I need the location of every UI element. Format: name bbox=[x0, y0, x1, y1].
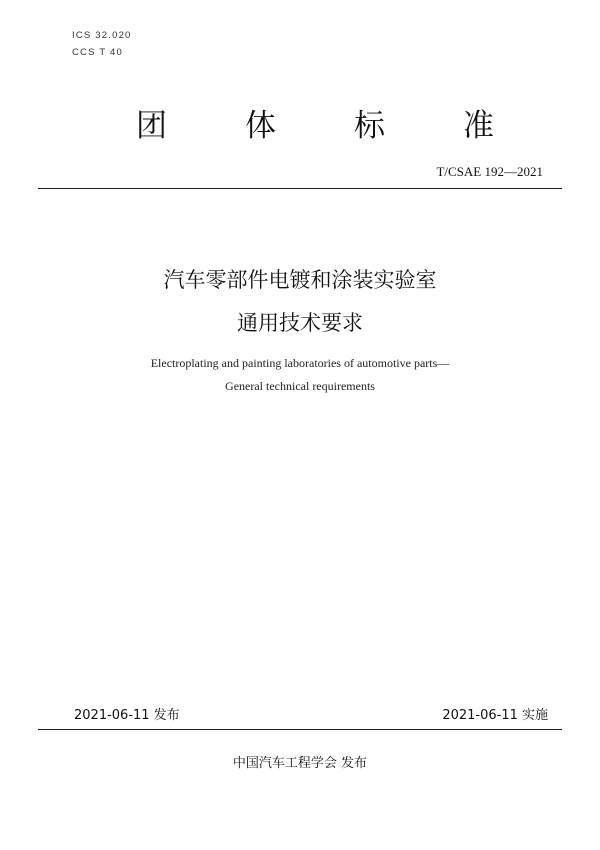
issue-date: 2021-06-11 发布 bbox=[74, 708, 180, 723]
implementation-date: 2021-06-11 实施 bbox=[442, 708, 548, 723]
english-title-line-1: Electroplating and painting laboratories of automotive parts— bbox=[150, 356, 450, 370]
banner-char: 准 bbox=[463, 108, 494, 144]
header-divider bbox=[38, 188, 562, 189]
english-title-line-2: General technical requirements bbox=[225, 379, 375, 393]
chinese-title-line-2: 通用技术要求 bbox=[237, 311, 363, 335]
footer-divider bbox=[38, 729, 562, 730]
banner-char: 标 bbox=[354, 108, 385, 144]
publisher: 中国汽车工程学会 发布 bbox=[232, 756, 368, 771]
banner-char: 团 bbox=[136, 108, 167, 144]
chinese-title-line-1: 汽车零部件电镀和涂装实验室 bbox=[163, 268, 437, 292]
standard-number: T/CSAE 192—2021 bbox=[436, 164, 543, 179]
ics-code: ICS 32.020 bbox=[72, 30, 132, 41]
ccs-code: CCS T 40 bbox=[72, 47, 123, 58]
banner-char: 体 bbox=[245, 108, 276, 144]
